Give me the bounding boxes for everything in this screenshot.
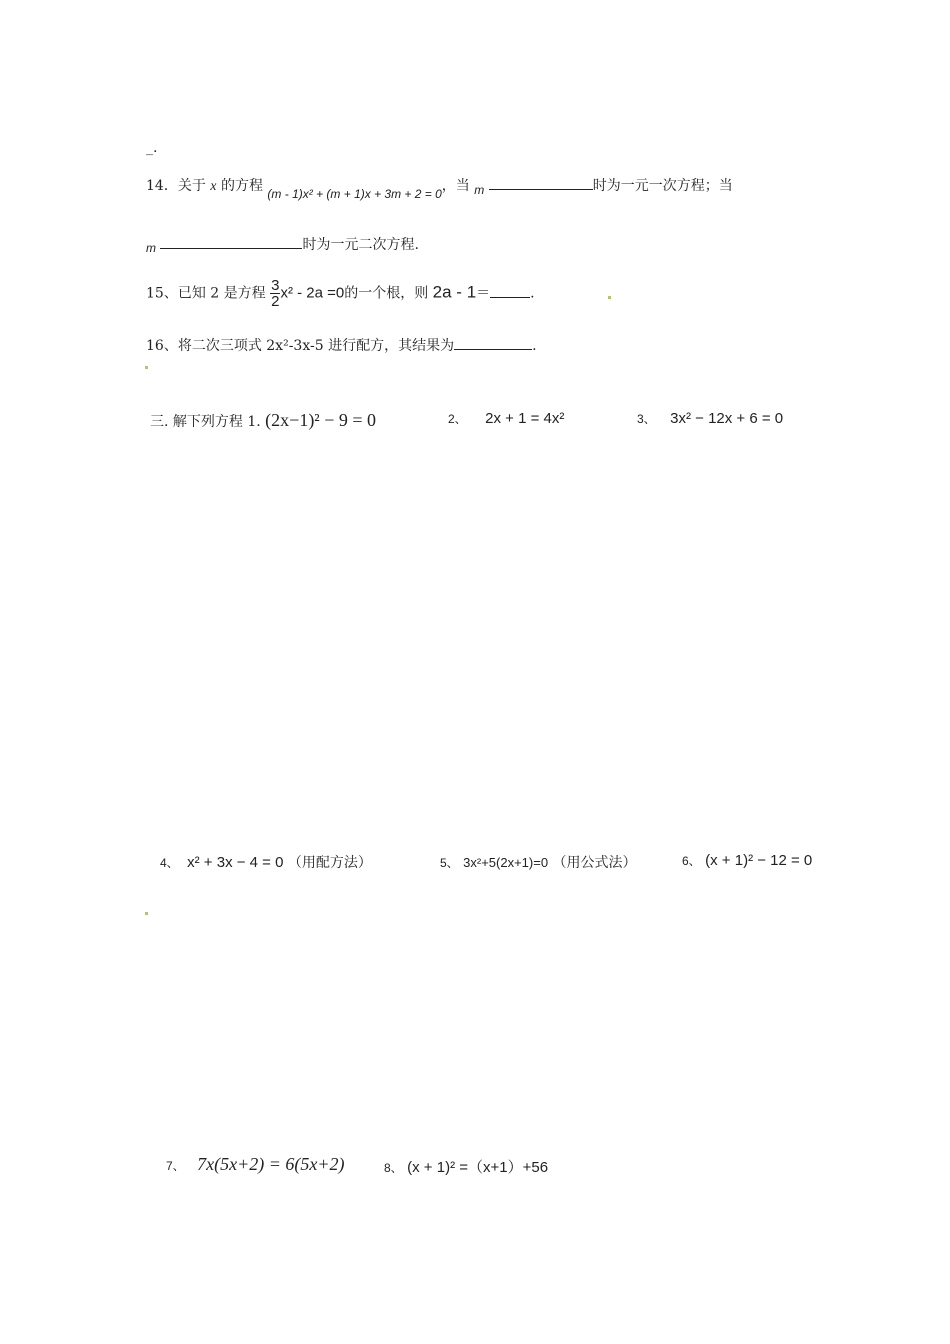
q15-prefix: 已知 2 是方程 [177, 285, 266, 302]
problem-7 [166, 1154, 345, 1175]
equation-3: 3x² − 12x + 6 = 0 [670, 410, 784, 427]
question-16 [146, 335, 537, 355]
stray-dot [145, 366, 148, 369]
problem-4-number: 4、 [160, 856, 179, 870]
q15-equation-rest: x² - 2a =0 [280, 284, 345, 302]
problem-3-number: 3、 [637, 412, 656, 426]
top-fragment: _. [146, 140, 158, 156]
q14-mid: 的方程 [220, 178, 263, 194]
problem-5 [440, 852, 637, 872]
stray-dot [608, 296, 611, 299]
q14-equation: (m - 1)x² + (m + 1)x + 3m + 2 = 0 [267, 187, 442, 201]
problem-3 [637, 410, 783, 427]
q15-expr: 2a - 1 [432, 282, 477, 302]
problem-2 [448, 410, 564, 427]
equation-8: (x + 1)² =（x+1）+56 [407, 1159, 549, 1176]
q14-number: 14． [146, 178, 178, 194]
problem-6 [682, 852, 812, 869]
q14-blank-2[interactable] [160, 236, 302, 249]
q14-quadratic-text: 时为一元二次方程. [302, 237, 419, 253]
question-15 [146, 278, 535, 309]
equation-5: 3x²+5(2x+1)=0 [463, 855, 549, 870]
q15-frac-num: 3 [271, 277, 280, 294]
q14-m1: m [474, 183, 485, 197]
section3-heading-text: 三. 解下列方程 1. [150, 414, 261, 430]
q15-frac-den: 2 [271, 293, 280, 310]
problem-8 [384, 1156, 548, 1177]
q15-blank[interactable] [490, 285, 530, 298]
q14-linear-text: 时为一元一次方程；当 [592, 178, 733, 194]
question-14 [146, 175, 733, 201]
problem-4 [160, 852, 372, 872]
q15-end: . [530, 285, 535, 302]
q16-end: . [532, 338, 537, 354]
equation-7: 7x(5x+2) = 6(5x+2) [197, 1154, 345, 1174]
q14-comma-when: ，当 [441, 178, 470, 194]
problem-7-number: 7、 [166, 1159, 185, 1173]
q16-blank[interactable] [454, 337, 532, 350]
q14-m2: m [146, 241, 156, 255]
q16-text: 将二次三项式 2x²-3x-5 进行配方，其结果为 [177, 338, 455, 354]
problem-6-number: 6、 [682, 854, 701, 868]
question-14-line2 [146, 234, 419, 254]
q16-number: 16、 [146, 338, 178, 354]
problem-5-note: （用公式法） [552, 854, 637, 870]
equation-6: (x + 1)² − 12 = 0 [705, 852, 813, 869]
equation-4: x² + 3x − 4 = 0 [187, 854, 284, 871]
q14-prefix: 关于 [177, 178, 206, 194]
problem-4-note: （用配方法） [287, 854, 372, 870]
q15-fraction [270, 278, 280, 309]
equation-1: (2x−1)² − 9 = 0 [265, 410, 377, 430]
q14-var: x [210, 179, 217, 194]
problem-2-number: 2、 [448, 412, 467, 426]
q14-blank-1[interactable] [489, 177, 593, 190]
equation-2: 2x + 1 = 4x² [485, 410, 565, 427]
problem-8-number: 8、 [384, 1161, 403, 1175]
q15-equals: ＝ [476, 285, 491, 302]
q15-number: 15、 [146, 285, 178, 302]
problem-5-number: 5、 [440, 856, 459, 870]
section3-heading [150, 410, 376, 431]
q15-suffix: 的一个根，则 [344, 285, 429, 302]
stray-dot [145, 912, 148, 915]
